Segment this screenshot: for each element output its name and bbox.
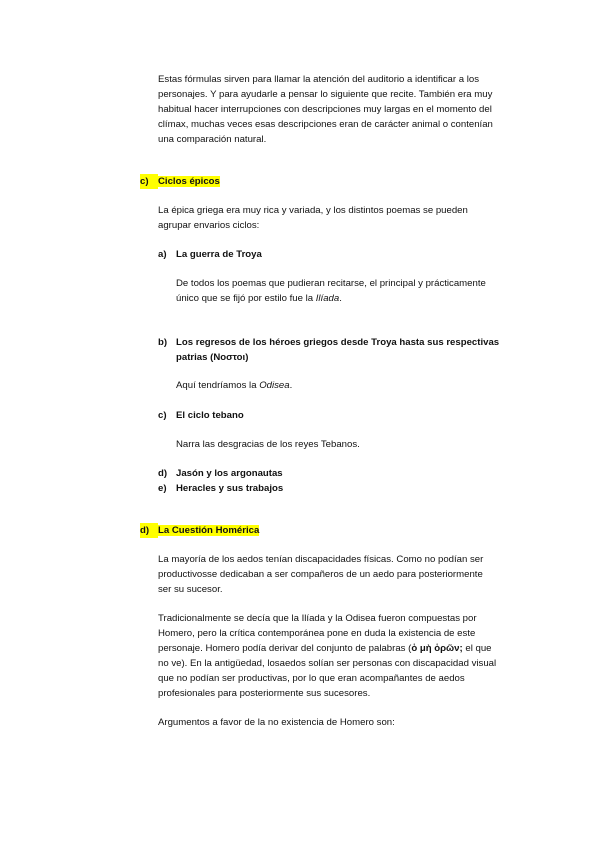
text-line: personajes. Y para ayudarle a pensar lo siguiente que recite. También era muy	[158, 89, 493, 100]
list-item-title: Jasón y los argonautas	[176, 468, 283, 479]
list-item-guerra-troya	[158, 247, 262, 262]
text-line: clímax, muchas veces esas descripciones eran de carácter animal o contenían	[158, 119, 493, 130]
list-item-title: Los regresos de los héroes griegos desde Troya hasta sus respectivas	[176, 337, 500, 348]
section-heading-ciclos	[140, 174, 220, 189]
greek-phrase: ὁ μὴ ὁρῶν;	[411, 643, 463, 654]
work-title: Odisea	[259, 380, 290, 391]
text-line: profesionales para posteriormente sus sucesores.	[158, 688, 371, 699]
section-heading-cuestion-homerica	[140, 523, 259, 538]
text-line: Narra las desgracias de los reyes Tebanos.	[176, 439, 360, 450]
list-item-title: Heracles y sus trabajos	[176, 483, 284, 494]
text-line: habitual hacer interrupciones con descripciones muy largas en el momento del	[158, 104, 492, 115]
text-line: La mayoría de los aedos tenían discapacidades físicas. Como no podían ser	[158, 554, 484, 565]
list-marker: a)	[158, 249, 167, 260]
list-marker: c)	[158, 410, 167, 421]
text-line: personaje. Homero podía derivar del conjunto de palabras (ὁ μὴ ὁρῶν; el que	[158, 643, 492, 654]
work-title: Ilíada	[315, 293, 340, 304]
section-title: La Cuestión Homérica	[158, 525, 260, 536]
text-line: productivosse dedicaban a ser compañeros de un aedo para posteriormente	[158, 569, 483, 580]
text-line: que no podían ser productivas, por lo que eran acompañantes de aedos	[158, 673, 465, 684]
list-marker: b)	[158, 337, 168, 348]
section-marker: d)	[140, 523, 158, 538]
text-line: Homero, pero la crítica contemporánea pone en duda la existencia de este	[158, 628, 476, 639]
list-marker: d)	[158, 468, 168, 479]
section-marker: c)	[140, 174, 158, 189]
text-line: único que se fijó por estilo fue la Ilíada.	[176, 293, 342, 304]
list-item-heracles	[158, 481, 283, 496]
text-line: Estas fórmulas sirven para llamar la atención del auditorio a identificar a los	[158, 74, 480, 85]
text-line: Tradicionalmente se decía que la Ilíada y la Odisea fueron compuestas por	[158, 613, 477, 624]
section-title: Ciclos épicos	[158, 176, 220, 187]
text-line: ser su sucesor.	[158, 584, 223, 595]
text-line: Aquí tendríamos la Odisea.	[176, 380, 293, 391]
list-item-title-cont: patrias (Νοστοι)	[176, 352, 249, 363]
list-item-title: La guerra de Troya	[176, 249, 262, 260]
text-line: no ve). En la antigüedad, losaedos solían ser personas con discapacidad visual	[158, 658, 497, 669]
list-item-regresos	[158, 335, 499, 350]
text-line: La épica griega era muy rica y variada, y los distintos poemas se pueden	[158, 205, 468, 216]
list-item-ciclo-tebano	[158, 408, 244, 423]
list-item-title: El ciclo tebano	[176, 410, 244, 421]
text-line: Argumentos a favor de la no existencia de Homero son:	[158, 717, 395, 728]
text-line: De todos los poemas que pudieran recitarse, el principal y prácticamente	[176, 278, 486, 289]
list-marker: e)	[158, 483, 167, 494]
list-item-jason	[158, 466, 283, 481]
text-line: agrupar envarios ciclos:	[158, 220, 260, 231]
text-line: una comparación natural.	[158, 134, 267, 145]
